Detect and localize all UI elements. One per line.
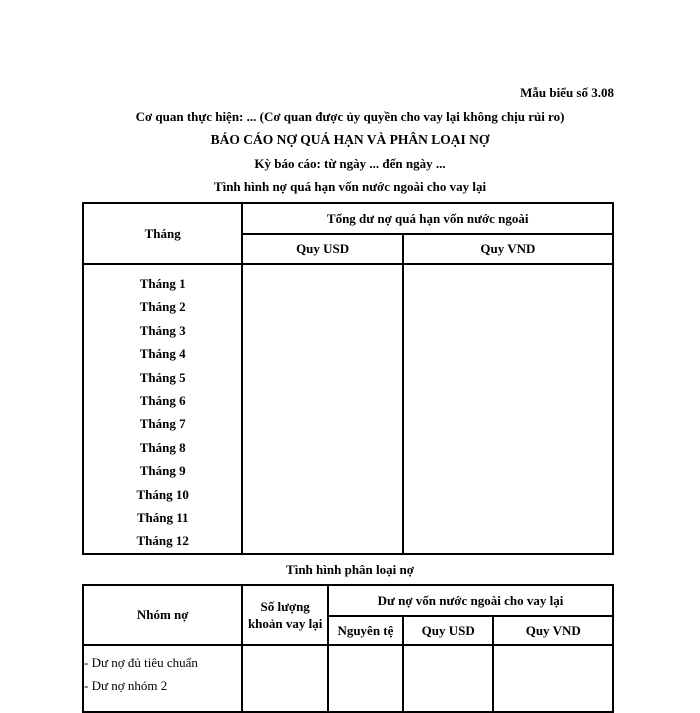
month-label: Tháng 7 [139, 416, 186, 432]
month-header: Tháng [83, 203, 242, 264]
overdue-debt-table [82, 202, 614, 555]
form-number: Mẫu biểu số 3.08 [520, 85, 614, 100]
usd-value-cell [242, 264, 402, 554]
month-label: Tháng 6 [139, 392, 186, 408]
month-label: Tháng 11 [136, 509, 189, 525]
agency-line: Cơ quan thực hiện: ... (Cơ quan được ủy quyền cho vay lại không chịu rủi ro) [135, 109, 565, 124]
debt-group-item: - Dư nợ đủ tiêu chuẩn [84, 655, 198, 670]
month-list-cell [83, 264, 242, 554]
outstanding-header: Dư nợ vốn nước ngoài cho vay lại [328, 585, 613, 616]
section1-title: Tình hình nợ quá hạn vốn nước ngoài cho vay lại [213, 179, 487, 194]
usd-cell [403, 645, 494, 712]
debt-group-list-cell [83, 645, 242, 712]
vnd-header: Quy VND [493, 616, 613, 645]
currency-header: Nguyên tệ [328, 616, 403, 645]
debt-group-item: - Dư nợ nhóm 2 [84, 678, 168, 693]
month-label: Tháng 5 [139, 369, 186, 385]
vnd-value-cell [403, 264, 613, 554]
month-label: Tháng 4 [139, 346, 186, 362]
month-label: Tháng 12 [136, 533, 189, 549]
vnd-header: Quy VND [403, 234, 613, 264]
report-title: BÁO CÁO NỢ QUÁ HẠN VÀ PHÂN LOẠI NỢ [210, 132, 490, 147]
month-label: Tháng 2 [139, 299, 186, 315]
section2-title: Tình hình phân loại nợ [286, 562, 414, 577]
loan-count-header: Số lượng khoản vay lại [242, 585, 328, 645]
usd-header: Quy USD [403, 616, 494, 645]
usd-header: Quy USD [242, 234, 402, 264]
loan-count-cell [242, 645, 328, 712]
month-label: Tháng 10 [136, 486, 189, 502]
report-period: Kỳ báo cáo: từ ngày ... đến ngày ... [254, 156, 446, 171]
currency-cell [328, 645, 403, 712]
total-overdue-header: Tổng dư nợ quá hạn vốn nước ngoài [242, 203, 613, 234]
vnd-cell [493, 645, 613, 712]
month-label: Tháng 9 [139, 463, 186, 479]
month-label: Tháng 8 [139, 439, 186, 455]
month-label: Tháng 3 [139, 322, 186, 338]
debt-classification-table [82, 584, 614, 713]
debt-group-header: Nhóm nợ [83, 585, 242, 645]
month-label: Tháng 1 [139, 276, 186, 291]
